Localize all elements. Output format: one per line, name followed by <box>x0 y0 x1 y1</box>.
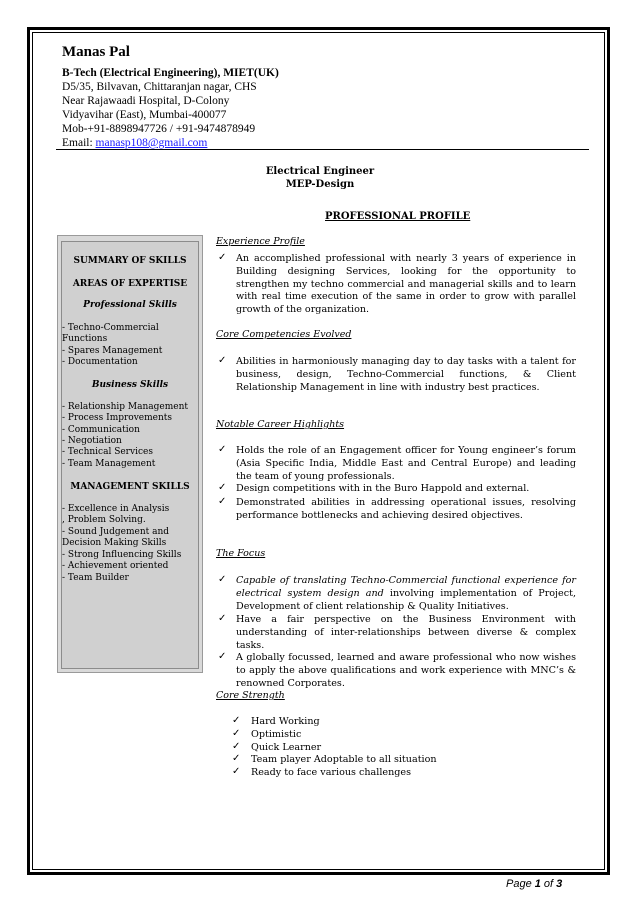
mobile-number: Mob-+91-8898947726 / +91-9474878949 <box>62 123 256 135</box>
checkmark-icon: ✓ <box>232 728 241 739</box>
page-label: Page <box>506 878 535 890</box>
professional-profile-heading: PROFESSIONAL PROFILE <box>325 211 471 222</box>
list-item: Functions <box>62 334 108 344</box>
checkmark-icon: ✓ <box>232 766 241 777</box>
list-item: - Team Management <box>62 459 156 469</box>
email-row <box>62 136 207 150</box>
address-line-3: Vidyavihar (East), Mumbai-400077 <box>62 109 227 121</box>
candidate-name: Manas Pal <box>62 44 130 60</box>
job-subtitle: MEP-Design <box>285 179 355 190</box>
page-current: 1 <box>534 878 541 890</box>
degree: B-Tech (Electrical Engineering), MIET(UK) <box>62 67 279 79</box>
areas-of-expertise-heading: AREAS OF EXPERTISE <box>72 279 188 289</box>
focus-item-1-rest: involving implementation of Project, Development of client relationship & Quality Initiatives. <box>236 587 576 612</box>
list-item: - Spares Management <box>62 346 163 356</box>
of-label: of <box>540 878 557 890</box>
focus-item-2: Have a fair perspective on the Business Environment with understanding of inter-relationships between diverse & complex tasks. <box>236 614 576 651</box>
career-highlights-heading: Notable Career Highlights <box>216 419 345 430</box>
checkmark-icon: ✓ <box>218 252 227 263</box>
professional-skills-heading: Professional Skills <box>83 300 177 310</box>
page-total: 3 <box>556 878 563 890</box>
checkmark-icon: ✓ <box>218 651 227 662</box>
list-item: - Communication <box>62 425 140 435</box>
list-item: - Documentation <box>62 357 138 367</box>
list-item: - Excellence in Analysis <box>62 504 170 514</box>
checkmark-icon: ✓ <box>218 444 227 455</box>
business-skills-heading: Business Skills <box>91 380 169 390</box>
focus-item-1-italic: Capable of translating Techno-Commercial functional experience for electrical system design and <box>236 575 576 599</box>
checkmark-icon: ✓ <box>232 715 241 726</box>
career-highlight-1: Holds the role of an Engagement officer for Young engineer’s forum (Asia Specific India, Middle East and Central Europe) and leading the team of young professionals. <box>236 445 576 482</box>
career-highlight-2: Design competitions with in the Buro Happold and external. <box>236 483 530 494</box>
core-strength-heading: Core Strength <box>216 690 285 701</box>
experience-profile-text: An accomplished professional with nearly 3 years of experience in Building designing Services, looking for the opportunity to strengthen my techno commercial and managerial skills and to learn with real time execution of the same in order to grow with parallel growth of the organization. <box>236 253 576 316</box>
checkmark-icon: ✓ <box>218 613 227 624</box>
address-line-1: D5/35, Bilvavan, Chittaranjan nagar, CHS <box>62 81 257 93</box>
page-number <box>506 878 562 890</box>
management-skills-heading: MANAGEMENT SKILLS <box>70 482 190 492</box>
list-item: - Achievement oriented <box>62 561 169 571</box>
list-item: - Strong Influencing Skills <box>62 550 182 560</box>
email-link[interactable]: manasp108@gmail.com <box>95 137 208 149</box>
list-item: Decision Making Skills <box>62 538 167 548</box>
core-competencies-heading: Core Competencies Evolved <box>216 329 352 340</box>
checkmark-icon: ✓ <box>232 753 241 764</box>
list-item: - Relationship Management <box>62 402 188 412</box>
core-competencies-text: Abilities in harmoniously managing day to day tasks with a talent for business, design, Techno-Commercial functions, & Client Relationship Management in line with industry best practices. <box>236 356 576 393</box>
list-item: - Negotiation <box>62 436 122 446</box>
list-item: Team player Adoptable to all situation <box>251 754 437 765</box>
list-item: Ready to face various challenges <box>251 767 412 778</box>
email-label: Email: <box>62 137 93 149</box>
list-item: Hard Working <box>251 716 320 727</box>
checkmark-icon: ✓ <box>232 741 241 752</box>
list-item: - Team Builder <box>62 573 129 583</box>
the-focus-heading: The Focus <box>216 548 266 559</box>
focus-item-3: A globally focussed, learned and aware professional who now wishes to apply the above qualifications and work experience with MNC’s & renowned Corporates. <box>236 652 576 689</box>
checkmark-icon: ✓ <box>218 496 227 507</box>
experience-profile-heading: Experience Profile <box>216 236 305 247</box>
checkmark-icon: ✓ <box>218 482 227 493</box>
list-item: - Sound Judgement and <box>62 527 170 537</box>
header-divider-left <box>56 149 344 150</box>
list-item: - Techno-Commercial <box>62 323 159 333</box>
summary-of-skills-heading: SUMMARY OF SKILLS <box>73 256 187 266</box>
list-item: Quick Learner <box>251 742 322 753</box>
header-divider-right <box>344 149 589 150</box>
career-highlight-3: Demonstrated abilities in addressing operational issues, resolving performance bottlenecks and achieving desired objectives. <box>236 497 576 521</box>
list-item: - Technical Services <box>62 447 153 457</box>
checkmark-icon: ✓ <box>218 574 227 585</box>
list-item: , Problem Solving. <box>62 515 146 525</box>
checkmark-icon: ✓ <box>218 355 227 366</box>
list-item: Optimistic <box>251 729 302 740</box>
address-line-2: Near Rajawaadi Hospital, D-Colony <box>62 95 230 107</box>
focus-item-1 <box>236 575 576 613</box>
job-title: Electrical Engineer <box>265 166 375 177</box>
list-item: - Process Improvements <box>62 413 173 423</box>
footer-divider <box>35 872 602 873</box>
